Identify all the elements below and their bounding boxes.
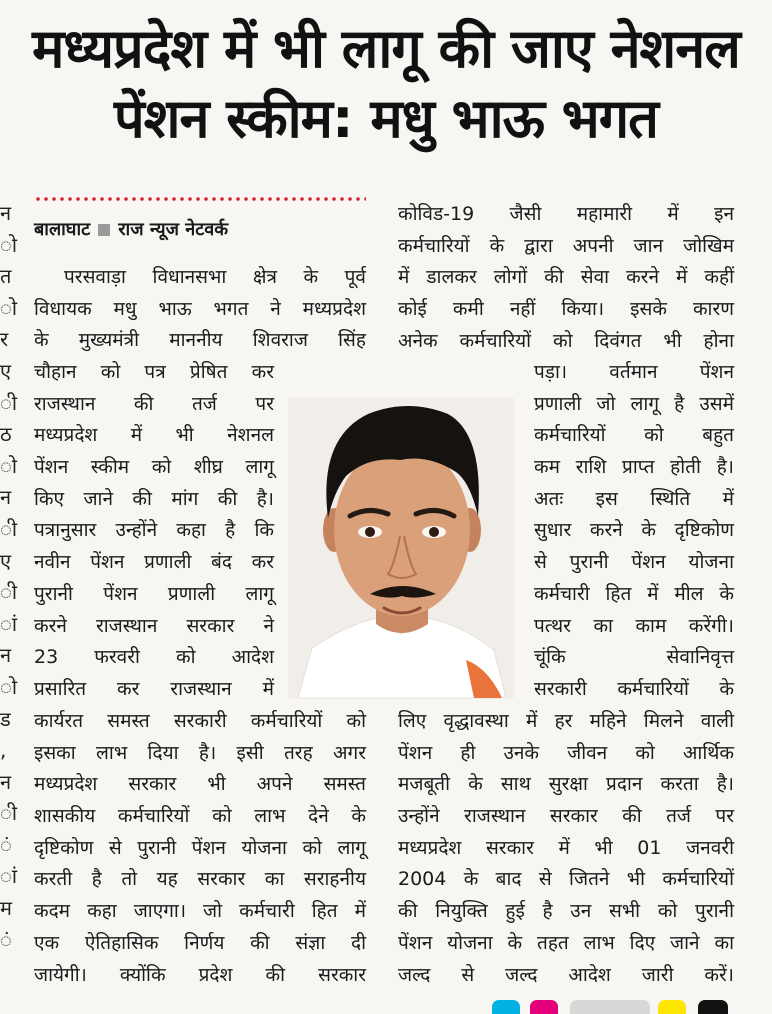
article-line: एक ऐतिहासिक निर्णय की संज्ञा दी (34, 931, 366, 954)
article-line: दृष्टिकोण से पुरानी पेंशन योजना को लागू (34, 836, 366, 859)
previous-column-fragment: न (0, 485, 12, 510)
article-line: सुधार करने के दृष्टिकोण (534, 519, 734, 542)
article-line: इसका लाभ दिया है। इसी तरह अगर (34, 741, 366, 764)
headline (0, 14, 772, 154)
article-line: किए जाने की मांग की है। (34, 487, 274, 510)
article-line: पेंशन स्कीम को शीघ्र लागू (34, 456, 274, 479)
byline-square-icon (98, 224, 110, 236)
portrait-illustration (288, 398, 514, 698)
article-line: 23 फरवरी को आदेश (34, 646, 274, 669)
previous-column-fragment: ं (0, 927, 12, 952)
article-line: अतः इस स्थिति में (534, 487, 734, 510)
article-line: पुरानी पेंशन प्रणाली लागू (34, 582, 274, 605)
right-column-bottom (398, 706, 734, 991)
byline-location: बालाघाट (34, 219, 91, 240)
article-line: शासकीय कर्मचारियों को लाभ देने के (34, 805, 366, 828)
article-line: चौहान को पत्र प्रेषित कर (34, 361, 274, 383)
previous-column-fragment: ं (0, 832, 12, 857)
previous-column-fragment: ो (0, 232, 18, 257)
article-line: कोविड-19 जैसी महामारी में इन (398, 203, 734, 225)
previous-column-fragment: न (0, 201, 12, 225)
previous-column-fragment: ड (0, 706, 11, 731)
previous-column-fragment: ठ (0, 422, 12, 447)
previous-column-fragments (0, 198, 18, 978)
byline-agency: राज न्यूज नेटवर्क (118, 219, 229, 240)
previous-column-fragment: त (0, 264, 12, 289)
registration-mark-magenta (530, 1000, 558, 1014)
article-line: कोई कमी नहीं किया। इसके कारण (398, 298, 734, 321)
previous-column-fragment: र (0, 327, 9, 352)
byline (34, 214, 374, 246)
previous-column-fragment: , (0, 738, 7, 763)
article-line: में डालकर लोगों की सेवा करने में कहीं (398, 266, 734, 289)
article-line: मध्यप्रदेश सरकार में भी 01 जनवरी (398, 836, 734, 859)
previous-column-fragment: ए (0, 358, 12, 383)
registration-mark-black (698, 1000, 728, 1014)
previous-column-fragment: ी (0, 390, 18, 415)
registration-mark-grey (570, 1000, 650, 1014)
dotted-rule (34, 196, 366, 202)
right-column-narrow (534, 357, 734, 706)
article-line: के मुख्यमंत्री माननीय शिवराज सिंह (34, 329, 366, 352)
previous-column-fragment: ो (0, 453, 18, 478)
article-line: सरकारी कर्मचारियों के (534, 677, 734, 700)
previous-column-fragment: न (0, 643, 12, 668)
previous-column-fragment: ी (0, 516, 18, 541)
article-line: कदम कहा जाएगा। जो कर्मचारी हित में (34, 900, 366, 923)
article-line: उन्होंने राजस्थान सरकार की तर्ज पर (398, 805, 734, 828)
article-line: परसवाड़ा विधानसभा क्षेत्र के पूर्व (64, 266, 366, 288)
article-line: पत्थर का काम करेंगी। (534, 614, 734, 637)
previous-column-fragment: ए (0, 548, 12, 573)
article-line: प्रणाली जो लागू है उसमें (534, 392, 734, 415)
previous-column-fragment: ी (0, 801, 18, 826)
article-line: पेंशन ही उनके जीवन को आर्थिक (398, 741, 734, 764)
article-line: मध्यप्रदेश में भी नेशनल (34, 424, 274, 447)
article-line: कर्मचारी हित में मील के (534, 582, 734, 605)
article-line: की नियुक्ति हुई है उन सभी को पुरानी (398, 900, 734, 923)
article-line: प्रसारित कर राजस्थान में (34, 677, 274, 700)
article-line: करने राजस्थान सरकार ने (34, 614, 274, 637)
previous-column-fragment: ां (0, 611, 18, 636)
registration-mark-yellow (658, 1000, 686, 1014)
article-line: मजबूती के साथ सुरक्षा प्रदान करता है। (398, 773, 734, 796)
article-line: मध्यप्रदेश सरकार भी अपने समस्त (34, 773, 366, 796)
article-line: पत्रानुसार उन्होंने कहा है कि (34, 519, 274, 542)
headline-line-2: पेंशन स्कीम: मधु भाऊ भगत (114, 87, 658, 150)
article-line: राजस्थान की तर्ज पर (34, 392, 274, 415)
article-line: 2004 के बाद से जितने भी कर्मचारियों (398, 868, 734, 891)
article-line: जायेगी। क्योंकि प्रदेश की सरकार (34, 963, 366, 986)
article-line: कम राशि प्राप्त होती है। (534, 456, 734, 479)
article-line: कार्यरत समस्त सरकारी कर्मचारियों को (34, 710, 366, 732)
previous-column-fragment: म (0, 896, 12, 921)
left-column-narrow (34, 357, 274, 706)
headline-line-1: मध्यप्रदेश में भी लागू की जाए नेशनल (32, 17, 740, 80)
previous-column-fragment: ी (0, 580, 18, 605)
article-line: कर्मचारियों को बहुत (534, 424, 734, 447)
article-line: चूंकि सेवानिवृत्त (534, 646, 734, 669)
article-line: करती है तो यह सरकार का सराहनीय (34, 868, 366, 891)
article-line: पड़ा। वर्तमान पेंशन (534, 361, 734, 383)
left-column-bottom (34, 706, 366, 991)
article-line: लिए वृद्धावस्था में हर महिने मिलने वाली (398, 710, 734, 732)
article-line: कर्मचारियों के द्वारा अपनी जान जोखिम (398, 234, 734, 257)
previous-column-fragment: ो (0, 295, 18, 320)
article-line: अनेक कर्मचारियों को दिवंगत भी होना (398, 329, 734, 352)
article-line: विधायक मधु भाऊ भगत ने मध्यप्रदेश (34, 297, 366, 320)
left-column-top (34, 262, 366, 357)
portrait-photo (288, 398, 514, 698)
registration-mark-cyan (492, 1000, 520, 1014)
previous-column-fragment: ो (0, 674, 18, 699)
right-column-top (398, 199, 734, 357)
article-line: जल्द से जल्द आदेश जारी करें। (398, 963, 734, 986)
previous-column-fragment: ां (0, 864, 18, 889)
article-line: नवीन पेंशन प्रणाली बंद कर (34, 551, 274, 574)
article-line: पेंशन योजना के तहत लाभ दिए जाने का (398, 931, 734, 954)
previous-column-fragment: न (0, 769, 12, 794)
article-line: से पुरानी पेंशन योजना (534, 551, 734, 574)
